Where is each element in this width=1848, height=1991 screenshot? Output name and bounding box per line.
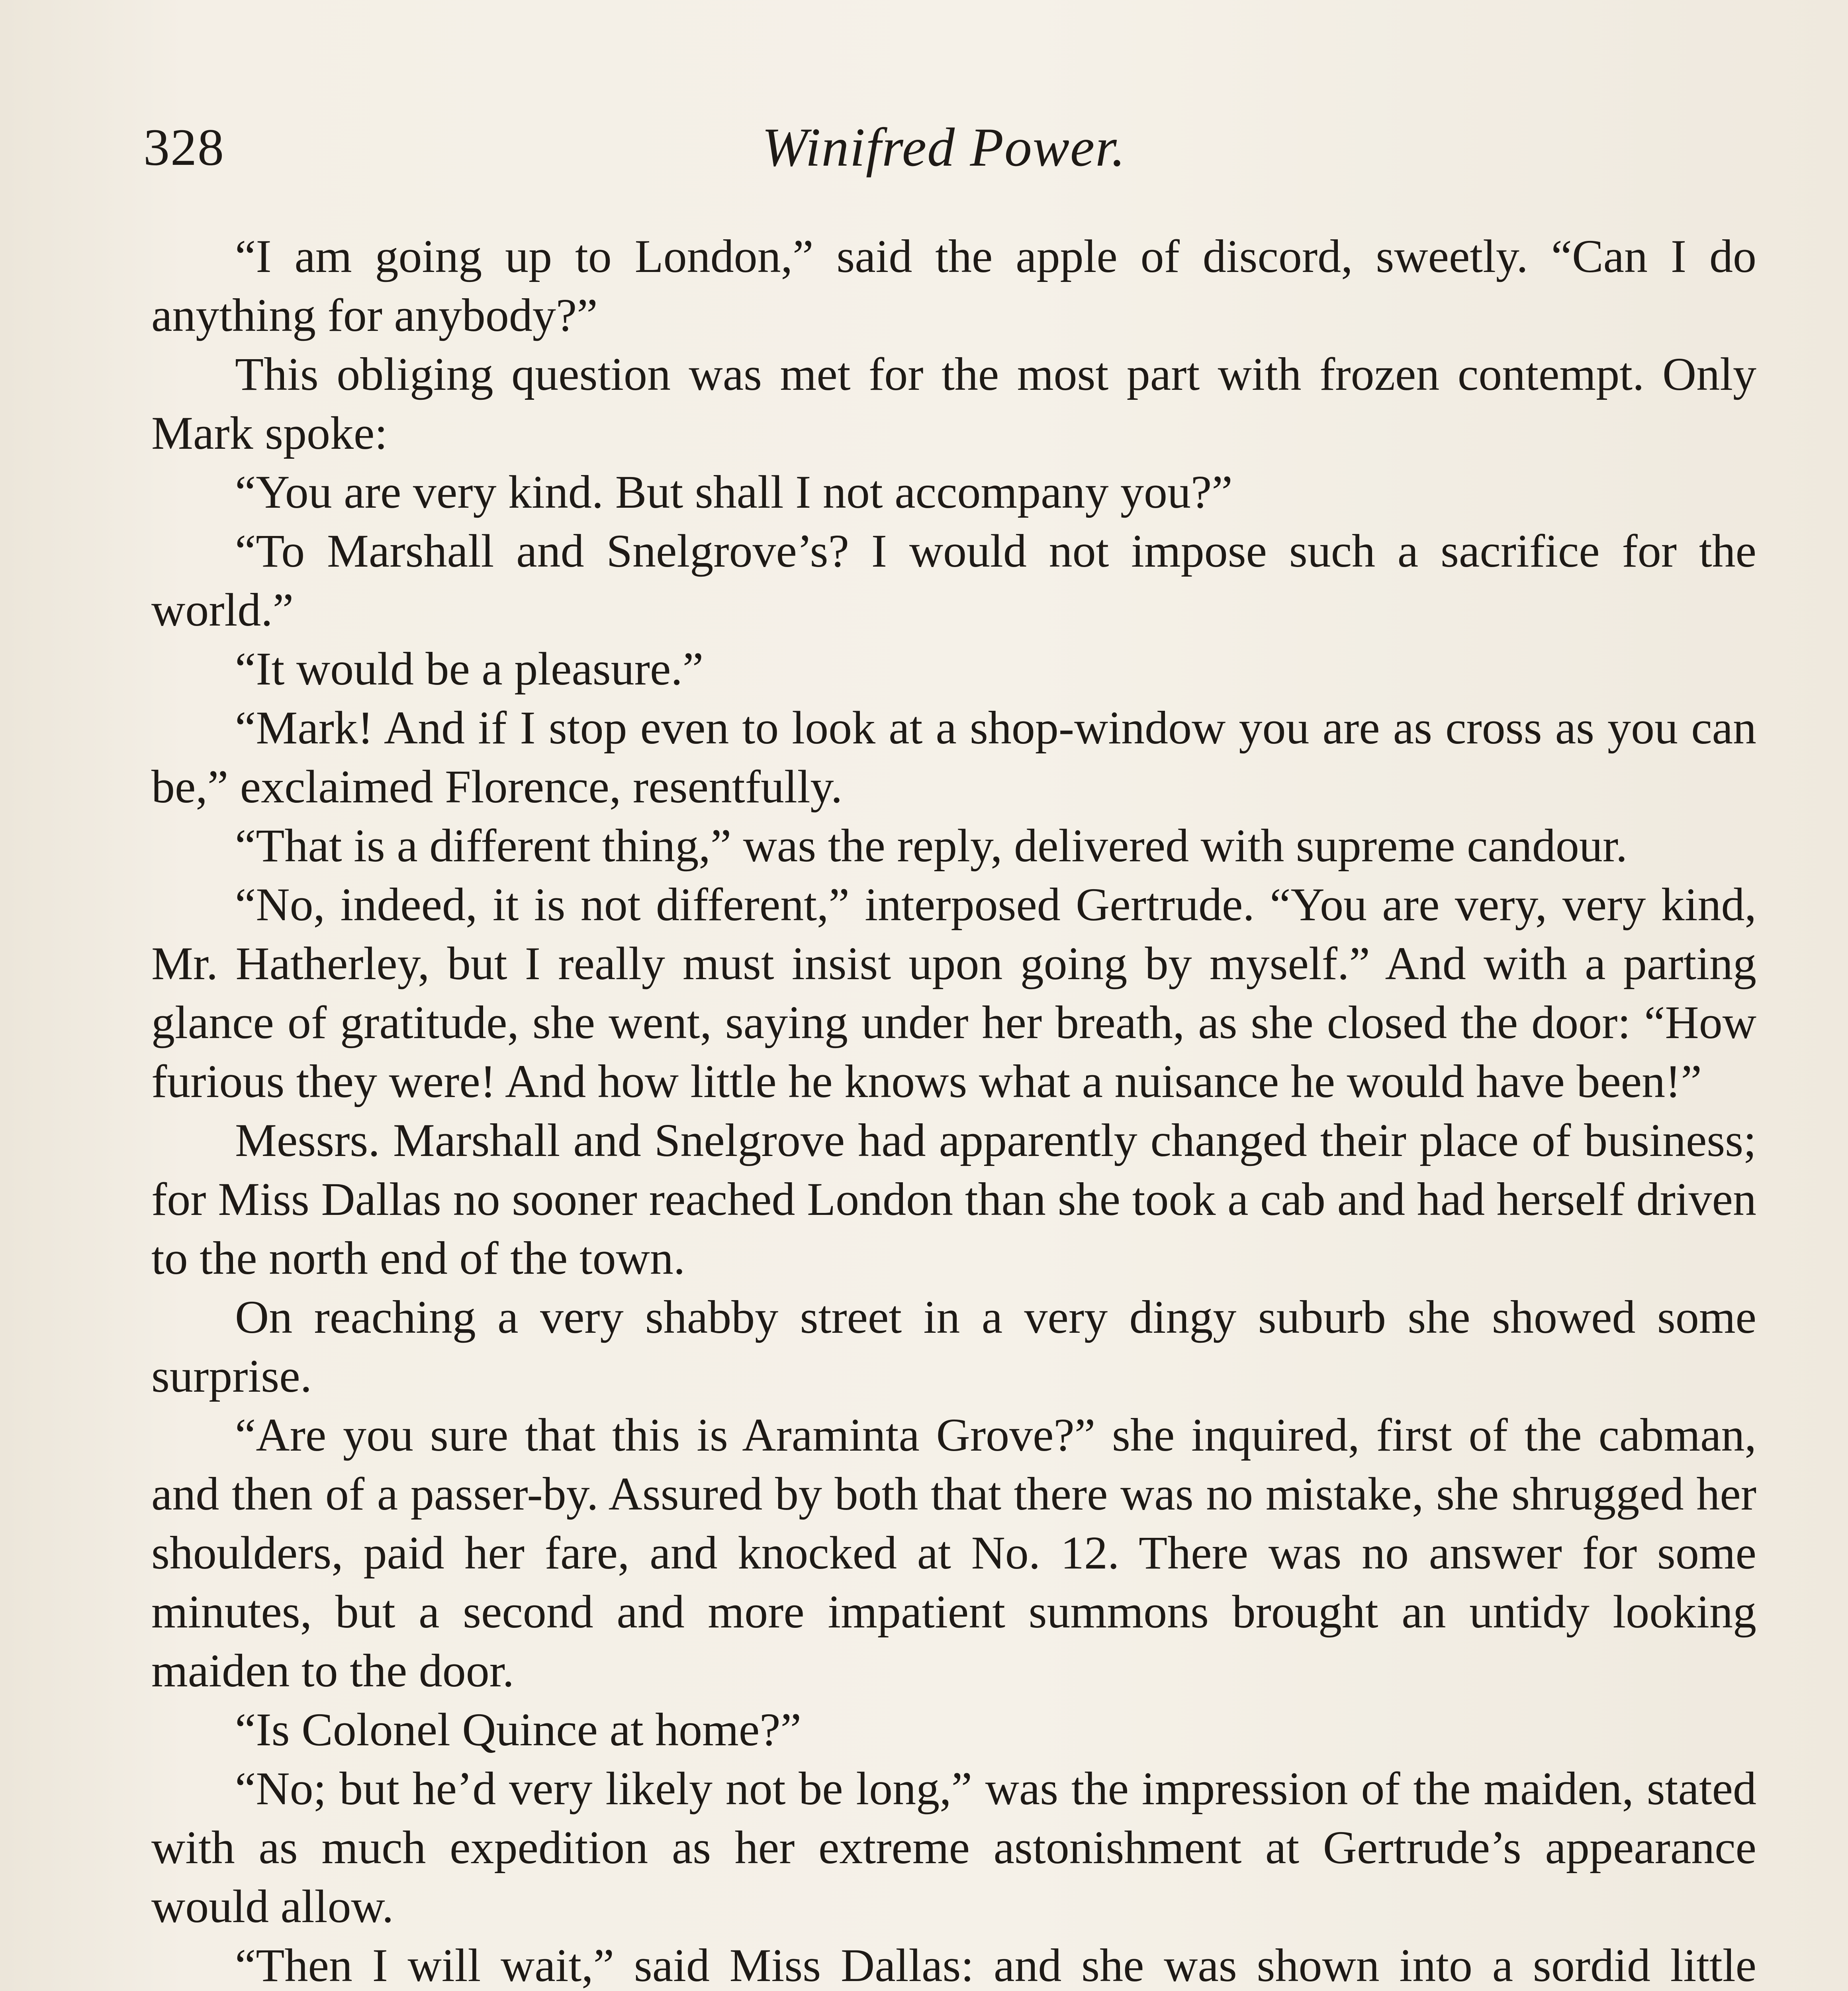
paragraph: “You are very kind. But shall I not accompany you?” xyxy=(235,466,1233,518)
paragraph: “Are you sure that this is Araminta Grove?” she inquired, first of the cabman, and then of a passer-by. Assured by both that there was no mistake, she shrugged her shoulders, paid her fare, and knocked at No. 12. There was no answer for some minutes, but a second and more impatient summons brought an untidy looking maiden to the door. xyxy=(151,1409,1756,1697)
paragraph: “No, indeed, it is not different,” interposed Gertrude. “You are very, very kind, Mr. Hatherley, but I really must insist upon going by myself.” And with a parting glance of gratitude, she went, saying under her breath, as she closed the door: “How furious they were! And how little he knows what a nuisance he would have been!” xyxy=(151,878,1756,1107)
paragraph: “It would be a pleasure.” xyxy=(235,643,704,695)
paragraph: “No; but he’d very likely not be long,” was the impression of the maiden, stated with as much expedition as her extreme astonishment at Gertrude’s appearance would allow. xyxy=(151,1762,1756,1932)
paragraph: “Is Colonel Quince at home?” xyxy=(235,1703,802,1756)
paragraph: “I am going up to London,” said the apple of discord, sweetly. “Can I do anything for anybody?” xyxy=(151,230,1756,341)
paragraph: “That is a different thing,” was the reply, delivered with supreme candour. xyxy=(235,819,1628,872)
page-header xyxy=(143,115,1744,179)
paragraph: “Then I will wait,” said Miss Dallas: and she was shown into a sordid little xyxy=(235,1939,1756,1991)
body-text xyxy=(151,227,1756,1991)
paragraph: On reaching a very shabby street in a very dingy suburb she showed some surprise. xyxy=(151,1291,1756,1402)
paragraph: This obliging question was met for the most part with frozen contempt. Only Mark spoke: xyxy=(151,348,1756,459)
paragraph: Messrs. Marshall and Snelgrove had apparently changed their place of business; for Miss Dallas no sooner reached London than she took a cab and had herself driven to the north end of the town. xyxy=(151,1114,1756,1284)
page-number: 328 xyxy=(143,118,225,176)
paragraph: “To Marshall and Snelgrove’s? I would not impose such a sacrifice for the world.” xyxy=(151,525,1756,636)
running-title: Winifred Power. xyxy=(762,117,1126,178)
paragraph: “Mark! And if I stop even to look at a shop-window you are as cross as you can be,” exclaimed Florence, resentfully. xyxy=(151,702,1756,813)
